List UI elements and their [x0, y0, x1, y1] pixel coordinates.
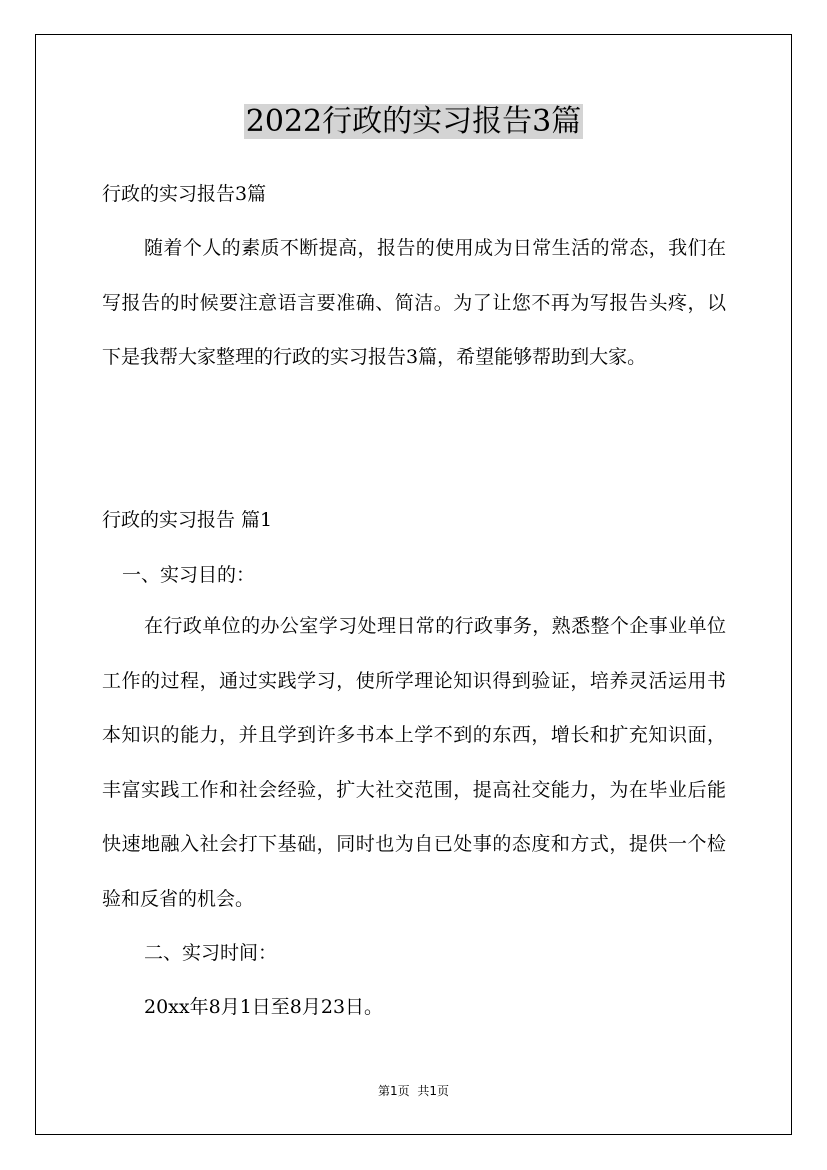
page-footer [0, 1083, 827, 1099]
document-title-text: 2022行政的实习报告3篇 [245, 104, 582, 139]
page-total: 共1页 [417, 1084, 449, 1098]
time-paragraph: 20xx年8月1日至8月23日。 [144, 996, 384, 1018]
document-title [0, 102, 827, 142]
intro-paragraph: 随着个人的素质不断提高，报告的使用成为日常生活的常态，我们在写报告的时候要注意语言要准确、简洁。为了让您不再为写报告头疼，以下是我帮大家整理的行政的实习报告3篇，希望能够帮助到大家。 [102, 237, 726, 368]
item-heading-purpose: 一、实习目的： [122, 564, 256, 586]
purpose-paragraph: 在行政单位的办公室学习处理日常的行政事务，熟悉整个企事业单位工作的过程，通过实践学习，使所学理论知识得到验证，培养灵活运用书本知识的能力，并且学到许多书本上学不到的东西，增长和扩充知识面，丰富实践工作和社会经验，扩大社交范围，提高社交能力，为在毕业后能快速地融入社会打下基础，同时也为自已处事的态度和方式，提供一个检验和反省的机会。 [102, 615, 726, 910]
item-heading-time: 二、实习时间： [144, 942, 278, 964]
section-heading: 行政的实习报告 篇1 [102, 509, 273, 531]
page-number: 第1页 [378, 1084, 410, 1098]
document-subtitle: 行政的实习报告3篇 [102, 183, 267, 205]
